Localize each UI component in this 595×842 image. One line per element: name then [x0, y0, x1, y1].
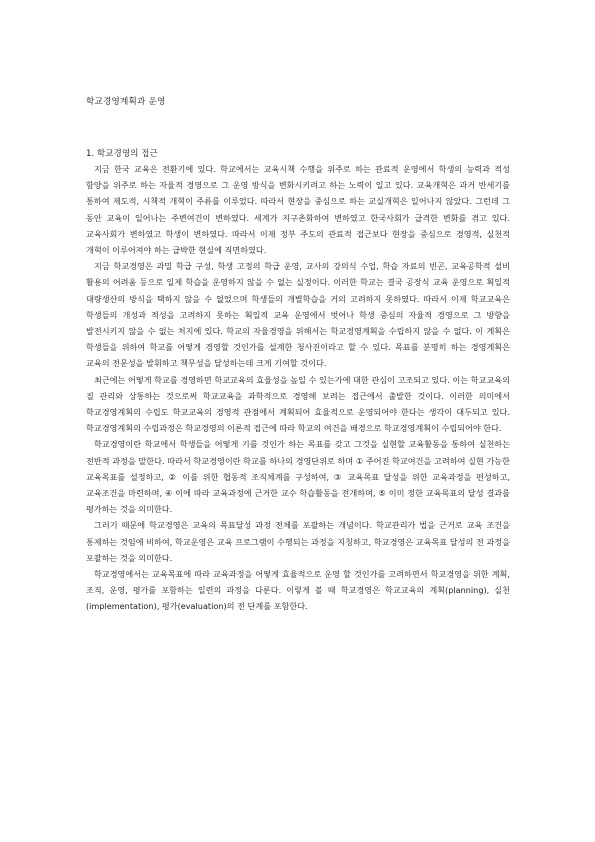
paragraph: 학교경영에서는 교육목표에 따라 교육과정을 어떻게 효율적으로 운영 할 것인가를 고려하면서 학교경영을 위한 계획, 조직, 운영, 평가를 포함하는 일련의 과정을 다룬다. 이렇게 볼 때 학교경영은 학교교육의 계획(planning), 실천(implementation), 평가(evaluation)의 전 단계를 포함한다.: [86, 569, 510, 612]
body-text: [86, 161, 510, 615]
section-heading: 1. 학교경영의 접근: [86, 149, 158, 159]
paragraph: 지금 한국 교육은 전환기에 있다. 학교에서는 교육시책 수행을 위주로 하는 관료적 운영에서 학생의 능력과 적성 함양을 위주로 하는 자율적 경영으로 그 운영 방식을 변화시키려고 하는 노력이 일고 있다. 교육개혁은 과거 반세기를 통하여 제도적, 시책적 개혁이 주류를 이루었다. 따라서 현장을 중심으로 하는 교실개혁은 일어나지 않았다. 그런데 그 동안 교육이 일어나는 주변여건이 변하였다. 세계가 지구촌화하여 변하였고 한국사회가 급격한 변화를 겪고 있다. 교육사회가 변하였고 학생이 변하였다. 따라서 이제 정부 주도의 관료적 접근보다 현장을 중심으로 경영적, 실천적 개혁이 이루어져야 하는 급박한 현실에 직면하였다.: [86, 164, 510, 256]
document-title: 학교경영계획과 운영: [86, 97, 166, 107]
paragraph: 학교경영이란 학교에서 학생들을 어떻게 기를 것인가 하는 목표를 갖고 그것을 실현할 교육활동을 통하여 실천하는 전반적 과정을 말한다. 따라서 학교경영이란 학교를 하나의 경영단위로 하며 ① 주어진 학교여건을 고려하여 실현 가능한 교육목표를 설정하고, ② 이를 위한 협동적 조직체계를 구성하여, ③ 교육목표 달성을 위한 교육과정을 편성하고, 교육조건을 마련하며, ④ 이에 따라 교육과정에 근거한 교수 학습활동을 전개하며, ⑤ 이미 정한 교육목표의 달성 결과를 평가하는 것을 의미한다.: [86, 439, 510, 515]
paragraph: 지금 학교경영은 과밀 학급 구성, 학생 고정의 학급 운영, 교사의 강의식 수업, 학습 자료의 빈곤, 교육공학적 설비 활용의 어려움 등으로 일제 학습을 운영하지 않을 수 없는 실정이다. 이러한 학교는 결국 공장식 교육 운영으로 획일적 대량생산의 방식을 택하지 않을 수 없었으며 학생들의 개별학습을 거의 고려하지 못하였다. 따라서 이제 학교교육은 학생들의 개성과 적성을 고려하지 못하는 획일적 교육 운영에서 벗어나 학생 중심의 자율적 경영으로 그 방향을 발전시키지 않을 수 없는 처지에 있다. 학교의 자율경영을 위해서는 학교경영계획을 수립하지 않을 수 없다. 이 계획은 학생들을 위하여 학교를 어떻게 경영할 것인가를 설계한 청사진이라고 할 수 있다. 목표를 분명히 하는 경영계획은 교육의 전문성을 발휘하고 책무성을 달성하는데 크게 기여할 것이다.: [86, 261, 510, 369]
paragraph: 그러기 때문에 학교경영은 교육의 목표달성 과정 전체를 포괄하는 개념이다. 학교관리가 법을 근거로 교육 조건을 통제하는 것임에 비하여, 학교운영은 교육 프로그램이 수행되는 과정을 지칭하고, 학교경영은 교육목표 달성의 전 과정을 포괄하는 것을 의미한다.: [86, 520, 510, 563]
paragraph: 최근에는 어떻게 학교를 경영하면 학교교육의 효율성을 높일 수 있는가에 대한 관심이 고조되고 있다. 이는 학교교육의 질 관리와 상통하는 것으로써 학교교육을 과학적으로 경영해 보려는 접근에서 출발한 것이다. 이러한 의미에서 학교경영계획의 수립도 학교교육의 경영적 관점에서 계획되어 효율적으로 운영되어야 한다는 생각이 대두되고 있다. 학교경영계획의 수립과정은 학교경영의 이론적 접근에 따라 학교의 여건을 배경으로 학교경영계획이 수립되어야 한다.: [86, 374, 510, 434]
